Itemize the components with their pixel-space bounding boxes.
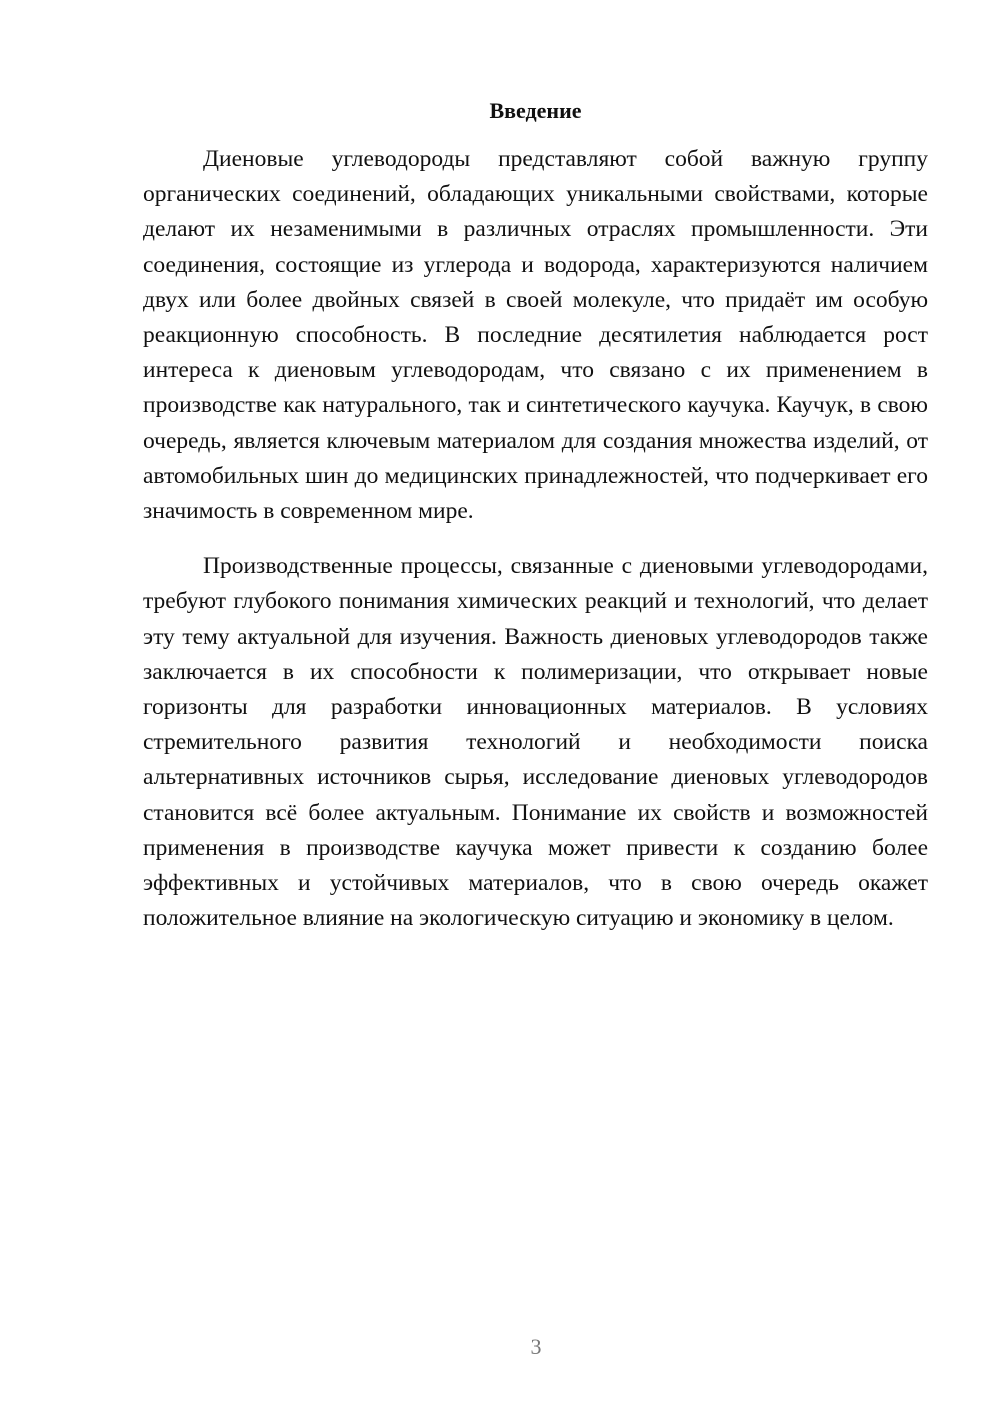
body-text bbox=[143, 142, 928, 936]
section-title: Введение bbox=[489, 98, 582, 123]
paragraph-introduction: Диеновые углеводороды представляют собой важную группу органических соединений, обладающих уникальными свойствами, которые делают их незаменимыми в различных отраслях промышленности. Эти соединения, состоящие из углерода и водорода, характеризуются наличием двух или более двойных связей в своей молекуле, что придаёт им особую реакционную способность. В последние десятилетия наблюдается рост интереса к диеновым углеводородам, что связано с их применением в производстве как натурального, так и синтетического каучука. Каучук, в свою очередь, является ключевым материалом для создания множества изделий, от автомобильных шин до медицинских принадлежностей, что подчеркивает его значимость в современном мире. bbox=[143, 146, 928, 525]
paragraph-production-processes: Производственные процессы, связанные с диеновыми углеводородами, требуют глубокого понимания химических реакций и технологий, что делает эту тему актуальной для изучения. Важность диеновых углеводородов также заключается в их способности к полимеризации, что открывает новые горизонты для разработки инновационных материалов. В условиях стремительного развития технологий и необходимости поиска альтернативных источников сырья, исследование диеновых углеводородов становится всё более актуальным. Понимание их свойств и возможностей применения в производстве каучука может привести к созданию более эффективных и устойчивых материалов, что в свою очередь окажет положительное влияние на экологическую ситуацию и экономику в целом. bbox=[143, 553, 928, 932]
page-number: 3 bbox=[530, 1334, 542, 1359]
